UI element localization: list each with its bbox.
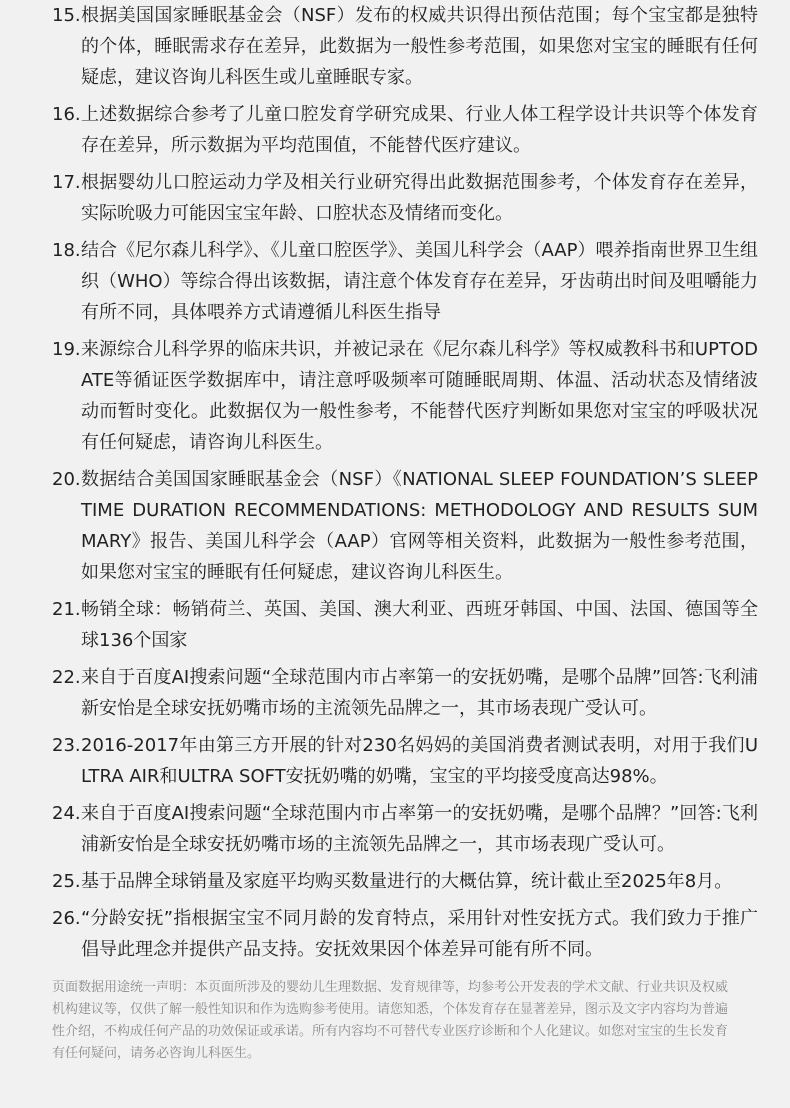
footnote-18 [52, 235, 758, 328]
footnote-number: 18. [52, 240, 81, 261]
footnote-number: 17. [52, 172, 81, 193]
footnote-text: “分龄安抚”指根据宝宝不同月龄的发育特点，采用针对性安抚方式。我们致力于推广倡导此理念并提供产品支持。安抚效果因个体差异可能有所不同。 [81, 908, 758, 960]
footnote-text: 来自于百度AI搜索问题“全球范围内市占率第一的安抚奶嘴，是哪个品牌？”回答:飞利浦新安怡是全球安抚奶嘴市场的主流领先品牌之一，其市场表现广受认可。 [81, 803, 758, 855]
footnote-text: 根据美国国家睡眠基金会（NSF）发布的权威共识得出预估范围；每个宝宝都是独特的个体，睡眠需求存在差异，此数据为一般性参考范围，如果您对宝宝的睡眠有任何疑虑，建议咨询儿科医生或儿童睡眠专家。 [81, 5, 758, 88]
footnote-23 [52, 730, 758, 792]
footnote-text: 基于品牌全球销量及家庭平均购买数量进行的大概估算，统计截止至2025年8月。 [81, 871, 733, 892]
footnote-number: 19. [52, 339, 81, 360]
footnote-number: 25. [52, 871, 81, 892]
footnote-number: 24. [52, 803, 81, 824]
footnote-26 [52, 903, 758, 965]
footnote-text: 结合《尼尔森儿科学》、《儿童口腔医学》、美国儿科学会（AAP）喂养指南世界卫生组织（WHO）等综合得出该数据，请注意个体发育存在差异，牙齿萌出时间及咀嚼能力有所不同，具体喂养方式请遵循儿科医生指导 [81, 240, 758, 323]
data-usage-disclaimer: 页面数据用途统一声明：本页面所涉及的婴幼儿生理数据、发育规律等，均参考公开发表的学术文献、行业共识及权威机构建议等，仅供了解一般性知识和作为选购参考使用。请您知悉，个体发育存在显著差异，图示及文字内容均为普遍性介绍，不构成任何产品的功效保证或承诺。所有内容均不可替代专业医疗诊断和个人化建议。如您对宝宝的生长发育有任何疑问，请务必咨询儿科医生。 [52, 980, 729, 1061]
footnote-20 [52, 464, 758, 588]
footnote-number: 21. [52, 599, 81, 620]
footnote-24 [52, 798, 758, 860]
footnote-21 [52, 594, 758, 656]
footnote-16 [52, 99, 758, 161]
footnote-number: 16. [52, 104, 81, 125]
footnote-25 [52, 866, 758, 897]
footnote-15 [52, 0, 758, 93]
footnote-text: 数据结合美国国家睡眠基金会（NSF）《NATIONAL SLEEP FOUNDATION’S SLEEP TIME DURATION RECOMMENDATIONS: METHODOLOGY AND RESULTS SUMMARY》报告、美国儿科学会（AAP）官网等相关资料，此数据为一般性参考范围，如果您对宝宝的睡眠有任何疑虑，建议咨询儿科医生。 [81, 469, 758, 583]
footnote-list [52, 0, 790, 965]
footnote-text: 根据婴幼儿口腔运动力学及相关行业研究得出此数据范围参考，个体发育存在差异，实际吮吸力可能因宝宝年龄、口腔状态及情绪而变化。 [81, 172, 758, 224]
footnote-19 [52, 334, 758, 458]
footnote-text: 上述数据综合参考了儿童口腔发育学研究成果、行业人体工程学设计共识等个体发育存在差异，所示数据为平均范围值，不能替代医疗建议。 [81, 104, 758, 156]
footnote-text: 2016-2017年由第三方开展的针对230名妈妈的美国消费者测试表明，对用于我们ULTRA AIR和ULTRA SOFT安抚奶嘴的奶嘴，宝宝的平均接受度高达98%。 [81, 735, 758, 787]
footnote-text: 来自于百度AI搜索问题“全球范围内市占率第一的安抚奶嘴，是哪个品牌”回答:飞利浦新安怡是全球安抚奶嘴市场的主流领先品牌之一，其市场表现广受认可。 [81, 667, 758, 719]
footnote-text: 来源综合儿科学界的临床共识，并被记录在《尼尔森儿科学》等权威教科书和UPTODATE等循证医学数据库中，请注意呼吸频率可随睡眠周期、体温、活动状态及情绪波动而暂时变化。此数据仅为一般性参考，不能替代医疗判断如果您对宝宝的呼吸状况有任何疑虑，请咨询儿科医生。 [81, 339, 758, 453]
footnote-22 [52, 662, 758, 724]
footnote-number: 22. [52, 667, 81, 688]
footnote-text: 畅销全球：畅销荷兰、英国、美国、澳大利亚、西班牙韩国、中国、法国、德国等全球136个国家 [81, 599, 758, 651]
footnote-17 [52, 167, 758, 229]
footnote-number: 15. [52, 5, 81, 26]
footnote-number: 23. [52, 735, 81, 756]
footnote-number: 20. [52, 469, 81, 490]
footnote-number: 26. [52, 908, 81, 929]
